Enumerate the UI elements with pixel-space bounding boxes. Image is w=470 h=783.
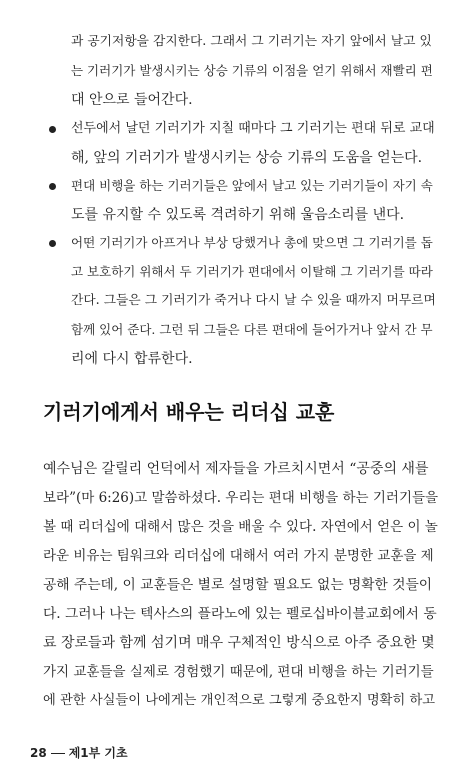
- body-line: 다. 그러나 나는 텍사스의 플라노에 있는 펠로십바이블교회에서 동: [43, 606, 437, 622]
- bullet-dot: [49, 240, 56, 247]
- bullet-line: 해, 앞의 기러기가 발생시키는 상승 기류의 도움을 얻는다.: [71, 150, 423, 166]
- body-line: 에 관한 사실들이 나에게는 개인적으로 그렇게 중요한지 명확히 하고: [43, 693, 436, 708]
- body-line: 보라”(마 6:26)고 말씀하셨다. 우리는 편대 비행을 하는 기러기들을: [43, 490, 439, 506]
- part-label: 제1부 기초: [68, 746, 128, 760]
- page-number: 28: [30, 746, 47, 760]
- body-line: 료 장로들과 함께 섬기며 매우 구체적인 방식으로 아주 중요한 몇: [43, 635, 435, 651]
- page-footer: [30, 745, 128, 761]
- footer-rule: [51, 753, 65, 754]
- bullet-dot: [49, 183, 56, 190]
- intro-line: 는 기러기가 발생시키는 상승 기류의 이점을 얻기 위해서 재빨리 편: [71, 63, 433, 78]
- bullet-line: 편대 비행을 하는 기러기들은 앞에서 날고 있는 기러기들이 자기 속: [71, 178, 433, 193]
- bullet-line: 고 보호하기 위해서 두 기러기가 편대에서 이탈해 그 기러기를 따라: [71, 264, 433, 279]
- intro-line: 대 안으로 들어간다.: [71, 92, 193, 108]
- bullet-line: 함께 있어 준다. 그런 뒤 그들은 다른 편대에 들어가거나 앞서 간 무: [71, 322, 433, 337]
- bullet-dot: [49, 126, 56, 133]
- intro-line: 과 공기저항을 감지한다. 그래서 그 기러기는 자기 앞에서 날고 있: [71, 34, 432, 49]
- body-line: 공해 주는데, 이 교훈들은 별로 설명할 필요도 없는 명확한 것들이: [43, 577, 433, 593]
- body-line: 볼 때 리더십에 대해서 많은 것을 배울 수 있다. 자연에서 얻은 이 놀: [43, 519, 438, 535]
- bullet-line: 선두에서 날던 기러기가 지칠 때마다 그 기러기는 편대 뒤로 교대: [71, 121, 435, 136]
- body-line: 예수님은 갈릴리 언덕에서 제자들을 가르치시면서 “공중의 새를: [43, 461, 429, 477]
- bullet-line: 도를 유지할 수 있도록 격려하기 위해 울음소리를 낸다.: [71, 207, 405, 223]
- bullet-line: 어떤 기러기가 아프거나 부상 당했거나 총에 맞으면 그 기러기를 돕: [71, 235, 433, 250]
- body-line: 가지 교훈들을 실제로 경험했기 때문에, 편대 비행을 하는 기러기들: [43, 664, 434, 680]
- bullet-line: 리에 다시 합류한다.: [71, 351, 193, 367]
- body-line: 라운 비유는 팀워크와 리더십에 대해서 여러 가지 분명한 교훈을 제: [43, 548, 434, 564]
- bullet-line: 간다. 그들은 그 기러기가 죽거나 다시 날 수 있을 때까지 머무르며: [71, 293, 436, 308]
- section-heading: 기러기에게서 배우는 리더십 교훈: [43, 400, 335, 424]
